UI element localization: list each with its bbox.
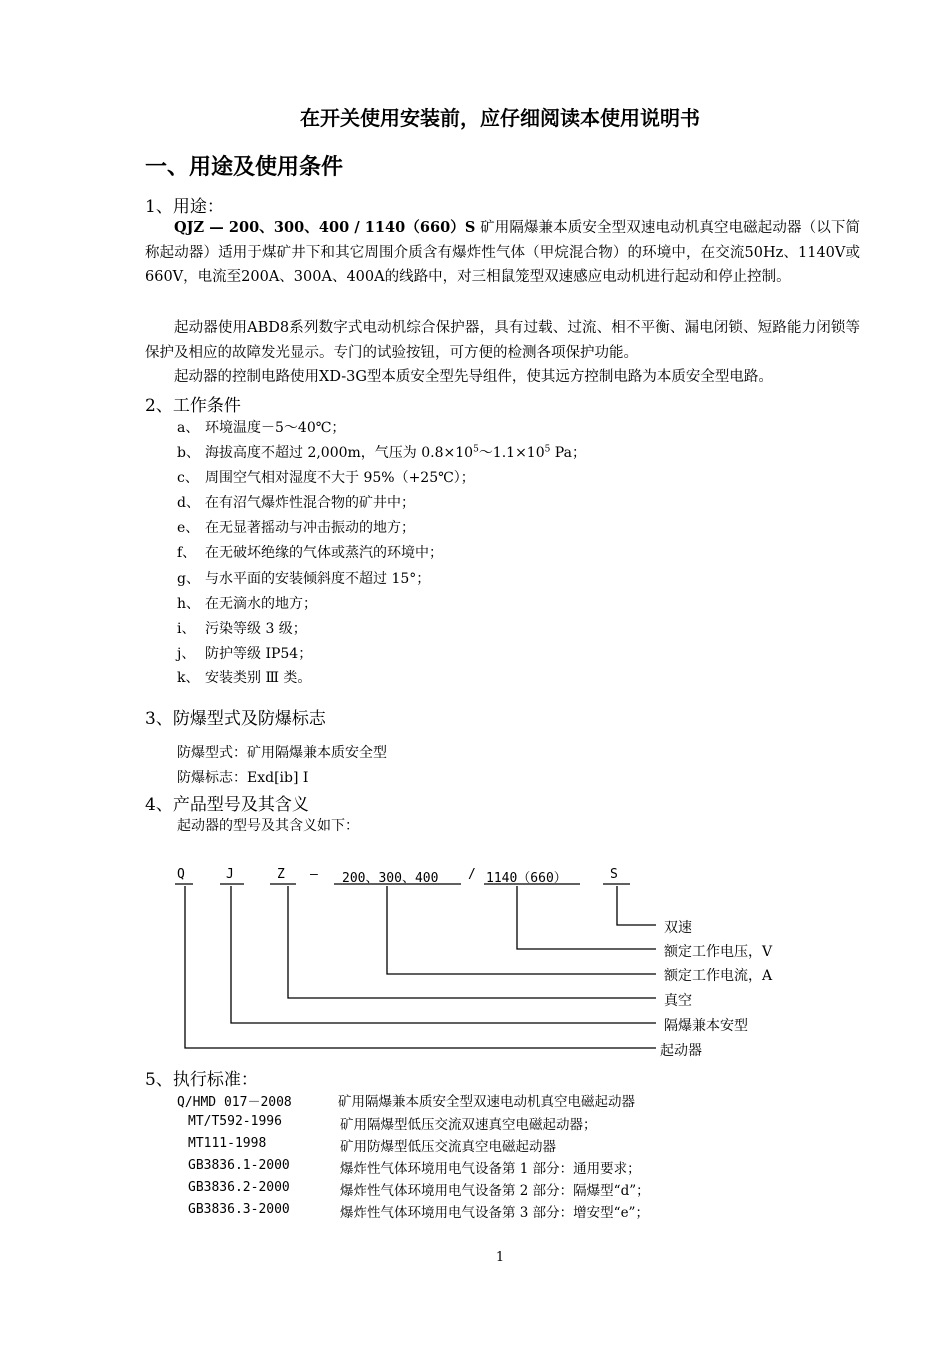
page-number: 1 xyxy=(495,1250,505,1265)
standard-code: MT/T592-1996 xyxy=(188,1114,282,1129)
subsection-heading-conditions: 2、工作条件 xyxy=(145,396,241,416)
subsection-heading-purpose: 1、用途： xyxy=(145,197,224,217)
standard-desc: 爆炸性气体环境用电气设备第 3 部分：增安型“e”； xyxy=(340,1205,649,1221)
subsection-heading-explosion-proof: 3、防爆型式及防爆标志 xyxy=(145,709,326,729)
standard-desc: 矿用防爆型低压交流真空电磁起动器 xyxy=(340,1139,556,1155)
model-letter-s: S xyxy=(610,867,618,882)
condition-item: h、 在无滴水的地方； xyxy=(177,596,317,612)
model-dash: — xyxy=(310,867,318,882)
standard-desc: 矿用隔爆型低压交流双速真空电磁起动器； xyxy=(340,1117,597,1133)
condition-item: c、 周围空气相对湿度不大于 95%（+25℃）； xyxy=(177,470,475,486)
condition-item: i、 污染等级 3 级； xyxy=(177,621,307,637)
paragraph-protector: 起动器使用ABD8系列数字式电动机综合保护器，具有过载、过流、相不平衡、漏电闭锁、短路能力闭锁等保护及相应的故障发光显示。专门的试验按钮，可方便的检测各项保护功能。 xyxy=(145,320,860,361)
model-number-bold: QJZ — 200、300、400 / 1140（660）S xyxy=(174,219,476,236)
standard-code: GB3836.3-2000 xyxy=(188,1202,290,1217)
condition-item: f、 在无破坏绝缘的气体或蒸汽的环境中； xyxy=(177,545,443,561)
subsection-heading-standards: 5、执行标准： xyxy=(145,1070,258,1090)
explosion-proof-mark: 防爆标志：Exd[ib] Ⅰ xyxy=(177,770,309,786)
standard-code: GB3836.1-2000 xyxy=(188,1158,290,1173)
model-letter-j: J xyxy=(226,867,234,882)
paragraph-purpose-text: 矿用隔爆兼本质安全型双速电动机真空电磁起动器（以下简称起动器）适用于煤矿井下和其它周围介质含有爆炸性气体（甲烷混合物）的环境中，在交流50Hz、1140V或660V，电流至200A、300A、400A的线路中，对三相鼠笼型双速感应电动机进行起动和停止控制。 xyxy=(145,220,861,285)
standard-desc: 爆炸性气体环境用电气设备第 2 部分：隔爆型“d”； xyxy=(340,1183,650,1199)
condition-item: j、 防护等级 IP54； xyxy=(177,646,313,662)
condition-item: d、 在有沼气爆炸性混合物的矿井中； xyxy=(177,495,415,511)
page-title: 在开关使用安装前，应仔细阅读本使用说明书 xyxy=(300,106,700,130)
standard-desc: 矿用隔爆兼本质安全型双速电动机真空电磁起动器 xyxy=(338,1094,635,1110)
condition-item: b、 海拔高度不超过 2,000m，气压为 $0.8\times 10^5\sim 1.1\times 10^5$ Pa； xyxy=(177,444,586,461)
standard-desc: 爆炸性气体环境用电气设备第 1 部分：通用要求； xyxy=(340,1161,641,1177)
meaning-starter: 起动器 xyxy=(660,1043,702,1059)
model-letter-z: Z xyxy=(277,867,285,882)
explosion-proof-type: 防爆型式：矿用隔爆兼本质安全型 xyxy=(177,745,387,761)
paragraph-control-circuit: 起动器的控制电路使用XD-3G型本质安全型先导组件，使其远方控制电路为本质安全型电路。 xyxy=(174,369,773,385)
model-intro: 起动器的型号及其含义如下： xyxy=(177,818,359,834)
condition-item: g、 与水平面的安装倾斜度不超过 15°； xyxy=(177,571,431,587)
model-current: 200、300、400 xyxy=(342,871,439,886)
standard-code: GB3836.2-2000 xyxy=(188,1180,290,1195)
meaning-flameproof: 隔爆兼本安型 xyxy=(664,1018,748,1034)
condition-item: a、 环境温度－5～40℃； xyxy=(177,420,346,436)
standard-code: MT111-1998 xyxy=(188,1136,267,1151)
model-slash: / xyxy=(468,867,476,882)
condition-item: k、 安装类别 Ⅲ 类。 xyxy=(177,670,312,686)
standard-code: Q/HMD 017－2008 xyxy=(177,1095,292,1110)
meaning-rated-voltage: 额定工作电压，V xyxy=(664,944,773,960)
meaning-rated-current: 额定工作电流，A xyxy=(664,968,773,984)
section-heading-1: 一、用途及使用条件 xyxy=(145,154,344,180)
meaning-vacuum: 真空 xyxy=(664,993,692,1009)
subsection-heading-model: 4、产品型号及其含义 xyxy=(145,795,309,815)
meaning-dual-speed: 双速 xyxy=(664,920,692,936)
model-voltage: 1140（660） xyxy=(486,871,567,886)
model-letter-q: Q xyxy=(177,867,185,882)
condition-item: e、 在无显著摇动与冲击振动的地方； xyxy=(177,520,415,536)
